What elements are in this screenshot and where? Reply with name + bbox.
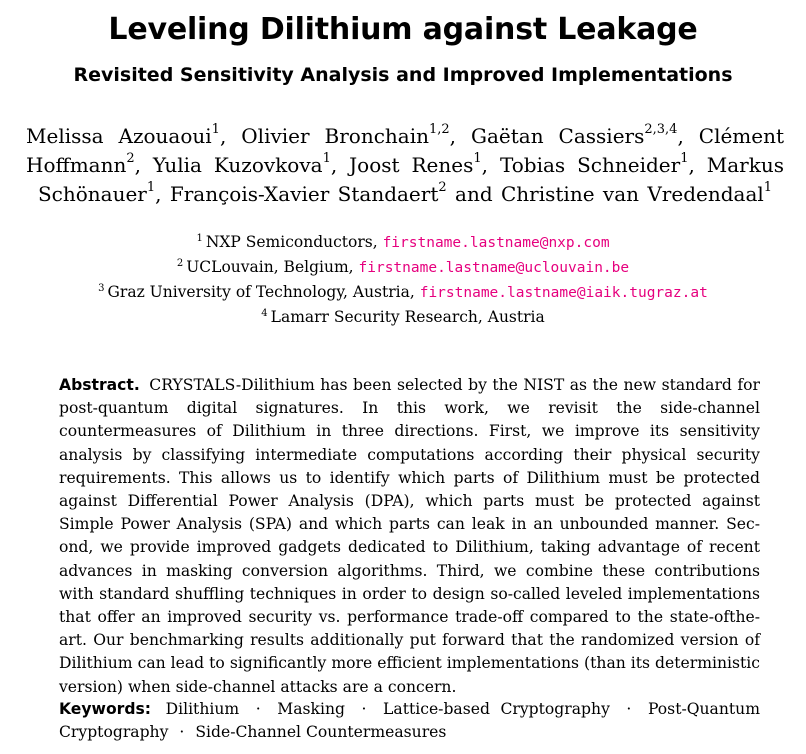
author [349,153,482,177]
keyword: Dilithium [165,700,240,718]
author [26,124,220,148]
author [170,182,447,206]
abstract-text: CRYSTALS-Dilithium has been selected by the NIST as the new standard for post-quantum digital signatures. In this work, we revisit the side-channel countermeasures of Dilithium in three directions. First, we improve its sensitivity analysis by classifying intermediate computations according their physical security requirements. This allows us to identify which parts of Dilithium must be protected against Differential Power Analysis (DPA), which parts must be protected against Simple Power Analysis (SPA) and which parts can leak in an unbounded manner. Second, we provide improved gadgets dedicated to Dilithium, taking advantage of recent advances in masking conversion algorithms. Third, we combine these contributions with standard shuffling techniques in order to design so-called leveled implementations that offer an improved security vs. performance trade-off compared to the state-of​the-art. Our benchmarking results additionally put forward that the randomized version of Dilithium can lead to significantly more efficient implementations (than its deterministic version) when side-channel attacks are a concern. [59,376,760,696]
keyword: Side-Channel Countermeasures [195,723,447,742]
paper-subtitle: Revisited Sensitivity Analysis and Improved Implementations [73,64,733,86]
author-name: Joost Renes [349,153,474,177]
affiliation-line [0,280,806,305]
keyword: Lattice-based Cryptography [383,700,610,718]
abstract [59,374,760,699]
author-separator: , [677,124,699,148]
keyword-separator: · [179,723,185,742]
affiliation-line [0,305,806,329]
author-list [26,122,784,209]
affiliation-name: UCLouvain, Belgium, [186,258,359,276]
author-name: Clément Hoffmann [26,124,785,177]
keyword-separator: · [361,700,367,718]
keyword-separator: · [626,700,632,718]
affiliation-number: 1 [196,232,203,244]
author-affiliation-mark: 1 [680,151,689,167]
author-name: Gaëtan Cassiers [471,124,645,148]
author-separator: , [219,124,242,148]
author-name: Yulia Kuzovkova [152,153,323,177]
author-separator: and [446,182,501,206]
author [471,124,677,148]
author-affiliation-mark: 2,3,4 [644,122,678,138]
affiliation-list [0,230,806,329]
author-name: Tobias Schneider [499,153,681,177]
author-affiliation-mark: 1 [473,151,482,167]
keyword-items [59,700,760,741]
author-name: Christine van Vredendaal [500,182,764,206]
author-name: Olivier Bronchain [241,124,429,148]
keywords-label: Keywords: [59,700,152,718]
abstract-label: Abstract. [59,376,140,394]
affiliation-number: 3 [98,282,105,294]
author-separator: , [688,153,707,177]
affiliation-name: NXP Semiconductors, [205,233,383,251]
author-name: François-Xavier Standaert [169,182,439,206]
author-affiliation-mark: 2 [126,151,135,167]
author-affiliation-mark: 1 [211,122,220,138]
author [241,124,449,148]
author-affiliation-mark: 1,2 [428,122,450,138]
keywords [59,698,760,744]
author-name: Markus Schönauer [37,153,784,206]
author-separator: , [330,153,350,177]
author-separator: , [481,153,500,177]
paper-title: Leveling Dilithium against Leakage [108,12,698,47]
author [153,153,331,177]
author-separator: , [449,124,471,148]
keyword: Masking [277,700,345,718]
author [500,153,689,177]
email-link[interactable]: firstname.lastname@nxp.com [382,235,610,251]
affiliation-line [0,230,806,255]
affiliation-name: Lamarr Security Research, Austria [270,308,545,326]
author-affiliation-mark: 1 [146,180,156,196]
author-separator: , [155,182,170,206]
affiliation-line [0,255,806,280]
author-affiliation-mark: 1 [322,151,331,167]
email-link[interactable]: firstname.lastname@iaik.tugraz.at [419,285,708,301]
affiliation-number: 2 [176,257,184,269]
email-link[interactable]: firstname.lastname@uclouvain.be [358,260,630,276]
keyword: Post-Quantum Cryptography [59,700,760,742]
author [501,182,772,206]
author-separator: , [134,153,153,177]
keyword-separator: · [255,700,261,718]
author-affiliation-mark: 1 [763,180,773,196]
author-name: Melissa Azouaoui [26,124,212,148]
author-affiliation-mark: 2 [438,180,447,196]
affiliation-name: Graz University of Technology, Austria, [107,283,420,301]
affiliation-number: 4 [261,307,268,319]
